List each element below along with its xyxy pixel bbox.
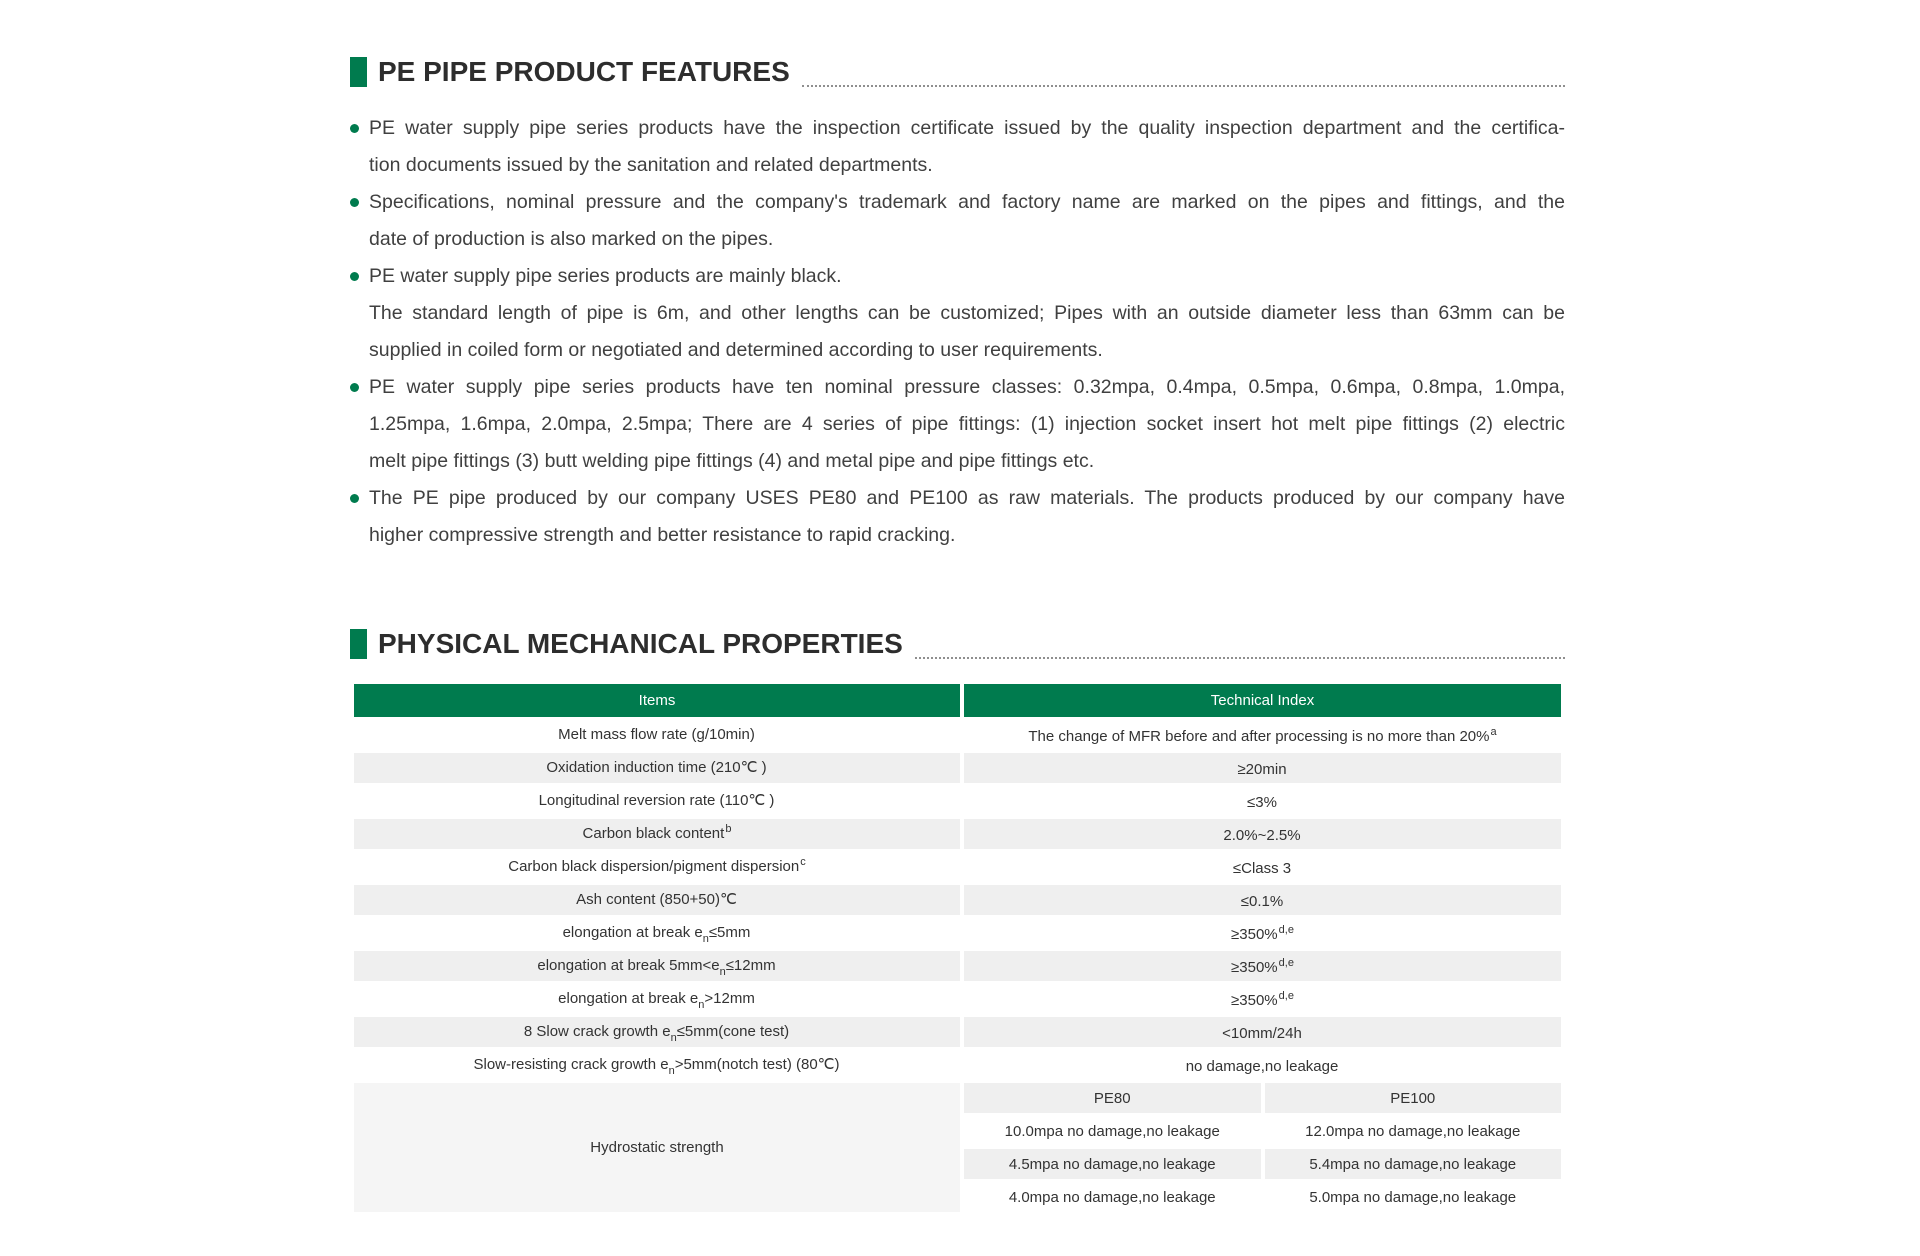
- dotted-leader: [802, 58, 1565, 87]
- pe100-header-cell: PE100: [1265, 1083, 1562, 1113]
- table-header-row: [354, 684, 1561, 717]
- feature-bullet: [350, 480, 1565, 554]
- item-cell: elongation at break $5mm<e_n\le 12mm$: [354, 951, 960, 981]
- pe80-value-cell: 10.0mpa no damage,no leakage: [1004, 1122, 1220, 1140]
- table-row: [354, 951, 1561, 981]
- feature-list: [350, 110, 1565, 554]
- bullet-dot-icon: [350, 272, 359, 281]
- table-row: [354, 852, 1561, 882]
- item-cell: 8 Slow crack growth $e_n\le 5mm(cone$ test): [354, 1017, 960, 1047]
- feature-bullet: [350, 258, 1565, 369]
- value-cell: 2.0%~2.5%: [964, 819, 1561, 849]
- value-cell: ≥350%$^{d,e}$: [1231, 989, 1294, 1009]
- dotted-leader: [915, 630, 1565, 659]
- table-row: [354, 1050, 1561, 1080]
- value-cell: no damage,no leakage: [1185, 1057, 1339, 1075]
- bullet-dot-icon: [350, 383, 359, 392]
- section-marker-icon: [350, 629, 367, 659]
- table-row: [354, 786, 1561, 816]
- value-cell: ≥20min: [964, 753, 1561, 783]
- bullet-dot-icon: [350, 198, 359, 207]
- value-cell: ≥350%$^{d,e}$: [964, 951, 1561, 981]
- table-row: [354, 984, 1561, 1014]
- item-cell: elongation at break $e_n>12mm$: [558, 989, 755, 1011]
- value-cell: ≤Class 3: [1232, 859, 1292, 877]
- pe100-value-cell: 12.0mpa no damage,no leakage: [1305, 1122, 1521, 1140]
- feature-line: supplied in coiled form or negotiated and determined according to user requirements.: [369, 339, 1103, 361]
- item-cell: Oxidation induction time (210℃ ): [354, 753, 960, 783]
- section-header-properties: [350, 628, 1565, 660]
- table-header-technical-index: Technical Index: [964, 684, 1561, 717]
- feature-line: 1.25mpa, 1.6mpa, 2.0mpa, 2.5mpa; There are 4 series of pipe fittings: (1) injection socket insert hot melt pipe fittings (2) electric: [369, 413, 1565, 435]
- table-row: [354, 918, 1561, 948]
- pe100-value-cell: 5.0mpa no damage,no leakage: [1309, 1188, 1517, 1206]
- section-header-features: [350, 56, 1565, 88]
- pe100-value-cell: 5.4mpa no damage,no leakage: [1265, 1149, 1562, 1179]
- table-row: [354, 819, 1561, 849]
- feature-line: tion documents issued by the sanitation and related departments.: [369, 154, 933, 176]
- item-cell: Slow-resisting crack growth $e_n>5mm(notch$ test) (80℃): [473, 1055, 840, 1077]
- pe80-value-cell: 4.5mpa no damage,no leakage: [964, 1149, 1261, 1179]
- value-cell: ≤0.1%: [964, 885, 1561, 915]
- table-row: [354, 885, 1561, 915]
- feature-bullet: [350, 110, 1565, 184]
- value-cell: ≥350%$^{d,e}$: [1231, 923, 1294, 943]
- value-cell: The change of MFR before and after processing is no more than 20%$^a$: [1028, 725, 1497, 745]
- feature-line: PE water supply pipe series products have the inspection certificate issued by the quality inspection department and the certifica-: [369, 117, 1565, 139]
- feature-bullet: [350, 369, 1565, 480]
- feature-line: Specifications, nominal pressure and the company's trademark and factory name are marked on the pipes and fittings, and the: [369, 191, 1565, 213]
- pe80-value-cell: 4.0mpa no damage,no leakage: [1008, 1188, 1216, 1206]
- bullet-dot-icon: [350, 494, 359, 503]
- table-row: [354, 753, 1561, 783]
- properties-table: [350, 681, 1565, 1215]
- feature-line: melt pipe fittings (3) butt welding pipe fittings (4) and metal pipe and pipe fittings etc.: [369, 450, 1095, 472]
- hydro-label-cell: Hydrostatic strength: [354, 1083, 960, 1212]
- feature-line: PE water supply pipe series products are mainly black.: [369, 265, 842, 287]
- table-row: [354, 1017, 1561, 1047]
- item-cell: Melt mass flow rate (g/10min): [558, 725, 755, 743]
- section-title-features: PE PIPE PRODUCT FEATURES: [378, 56, 790, 87]
- item-cell: elongation at break $e_n\le 5mm$: [562, 923, 751, 945]
- properties-table-wrap: [350, 681, 1565, 1215]
- feature-line: higher compressive strength and better resistance to rapid cracking.: [369, 524, 956, 546]
- section-title-properties: PHYSICAL MECHANICAL PROPERTIES: [378, 628, 903, 659]
- item-cell: Carbon black dispersion/pigment dispersion$^c$: [508, 855, 806, 875]
- pe80-header-cell: PE80: [964, 1083, 1261, 1113]
- table-row: [354, 720, 1561, 750]
- feature-bullet: [350, 184, 1565, 258]
- value-cell: <10mm/24h: [964, 1017, 1561, 1047]
- feature-line: The PE pipe produced by our company USES PE80 and PE100 as raw materials. The products produced by our company have: [369, 487, 1565, 509]
- feature-line: The standard length of pipe is 6m, and other lengths can be customized; Pipes with an outside diameter less than 63mm can be: [369, 302, 1565, 324]
- feature-line: date of production is also marked on the pipes.: [369, 228, 774, 250]
- section-marker-icon: [350, 57, 367, 87]
- item-cell: Carbon black content$^b$: [354, 819, 960, 849]
- value-cell: ≤3%: [1247, 793, 1277, 811]
- item-cell: Longitudinal reversion rate (110℃ ): [538, 791, 775, 809]
- bullet-dot-icon: [350, 124, 359, 133]
- feature-line: PE water supply pipe series products have ten nominal pressure classes: 0.32mpa, 0.4mpa, 0.5mpa, 0.6mpa, 0.8mpa, 1.0mpa,: [369, 376, 1565, 398]
- table-header-items: Items: [354, 684, 960, 717]
- item-cell: Ash content (850+50)℃: [354, 885, 960, 915]
- table-row-hydrostatic: [354, 1083, 1561, 1113]
